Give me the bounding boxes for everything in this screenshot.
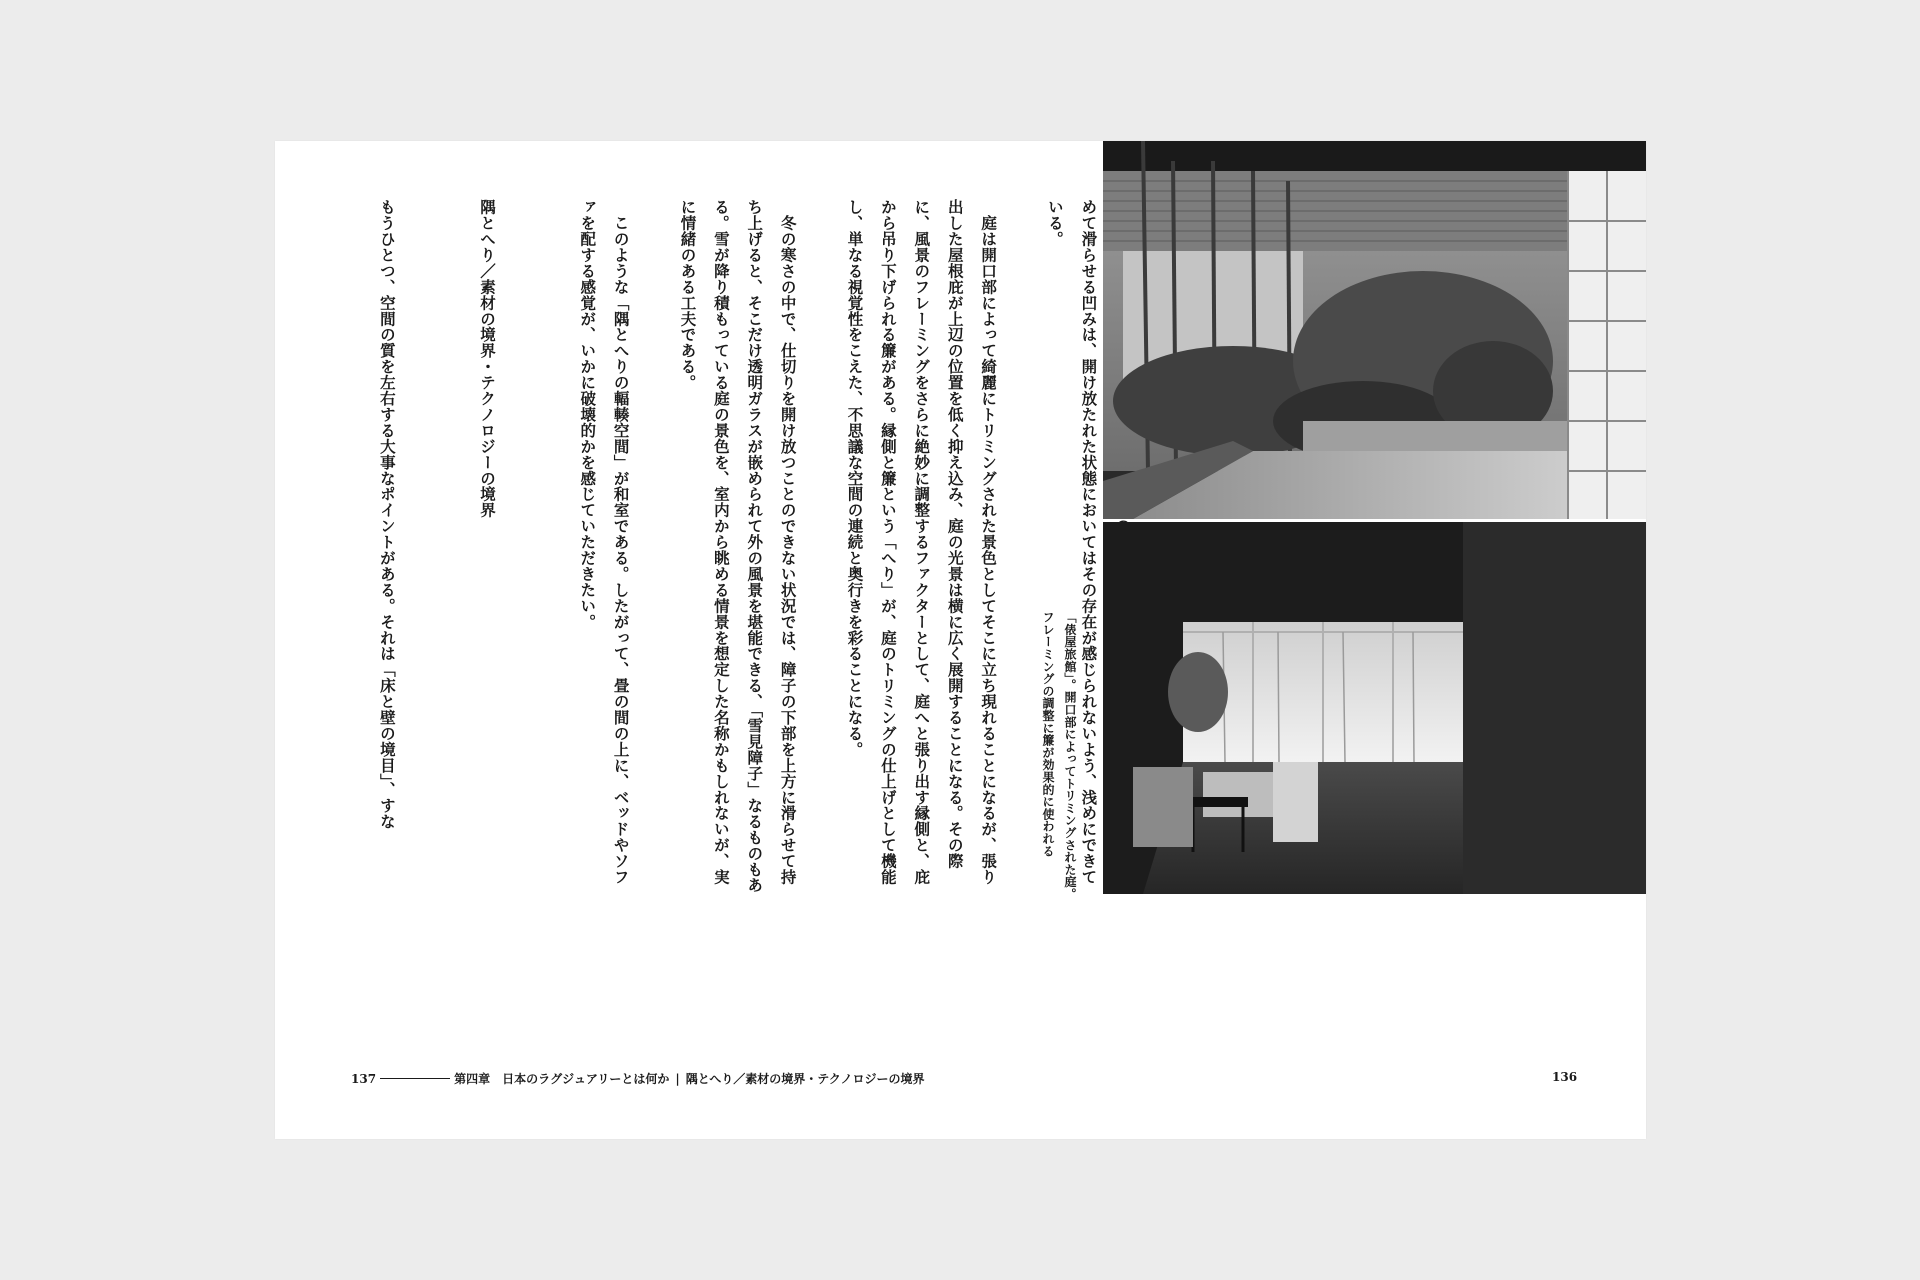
section-title: 隅とへり／素材の境界・テクノロジーの境界 — [685, 1072, 925, 1086]
running-footer-left — [351, 1070, 925, 1087]
paragraph-1: めて滑らせる凹みは、開け放たれた状態においてはその存在が感じられないよう、浅めにできている。 — [1045, 199, 1099, 885]
book-spread — [275, 141, 1646, 1139]
paragraph-3: 冬の寒さの中で、仕切りを開け放つことのできない状況では、障子の下部を上方に滑らせて持ち上げると、そこだけ透明ガラスが嵌められて外の風景を堪能できる、「雪見障子」なるものもある。雪が降り積もっている庭の景色を、室内から眺める情景を想定した名称かもしれないが、実に情緒のある工夫である。 — [678, 199, 798, 894]
footer-rule — [380, 1078, 450, 1079]
room-photo — [1103, 522, 1646, 894]
garden-photo — [1103, 141, 1646, 519]
footer-separator: | — [675, 1071, 680, 1086]
left-page-number: 137 — [351, 1071, 377, 1086]
chapter-title: 第四章 日本のラグジュアリーとは何か — [454, 1072, 670, 1086]
paragraph-2: 庭は開口部によって綺麗にトリミングされた景色としてそこに立ち現れることになるが、張り出した屋根庇が上辺の位置を低く抑え込み、庭の光景は横に広く展開することになる。その際に、風景のフレーミングをさらに絶妙に調整するファクターとして、庭へと張り出す縁側と、庇から吊り下げられる簾がある。縁側と簾という「へり」が、庭のトリミングの仕上げとして機能し、単なる視覚性をこえた、不思議な空間の連続と奥行きを彩ることになる。 — [845, 199, 999, 885]
section-heading: 隅とへり／素材の境界・テクノロジーの境界 — [478, 199, 498, 518]
right-page-number: 136 — [1552, 1070, 1578, 1084]
paragraph-5: もうひとつ、空間の質を左右する大事なポイントがある。それは「床と壁の境目」、すな — [377, 199, 397, 830]
paragraph-4: このような「隅とへりの輻輳空間」が和室である。したがって、畳の間の上に、ベッドやソファを配する感覚が、いかに破壊的かを感じていただきたい。 — [578, 199, 631, 885]
photo-caption: 「俵屋旅館」。開口部によってトリミングされた庭。フレーミングの調整に簾が効果的に使われる — [1041, 611, 1077, 901]
